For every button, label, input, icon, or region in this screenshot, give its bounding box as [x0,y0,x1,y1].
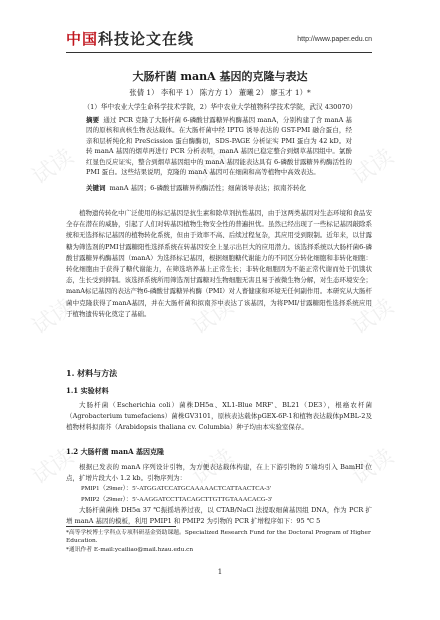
site-logo[interactable] [66,28,194,49]
page-header [66,26,372,52]
keywords-label: 关键词 [86,184,106,192]
watermark-text: 试读 [27,444,79,491]
section-heading-materials-methods: 1. 材料与方法 [66,368,118,378]
logo-dark-text: 科技论文在线 [98,30,195,48]
header-divider [66,52,372,53]
materials-section [66,400,372,434]
abstract-block [86,115,352,177]
subsection-heading-cloning: 1.2 大肠杆菌 manA 基因克隆 [66,447,164,456]
affiliation: （1）华中农业大学生命科学技术学院，2）华中农业大学植物科学技术学院，武汉 430070） [83,103,357,111]
intro-paragraph: 植物遗传转化中广泛使用的标记基因是抗生素和除草剂抗性基因，由于这两类基因对生态环境和食品安全存在潜在的威胁，引起了人们对转基因植物生物安全性的普遍担忧。虽然已经出现了一些标记基因敲除系统和无选择标记基因的植物转化系统，但由于效率不高、后续过程复杂，其应用受到限制。近年来，以甘露糖为筛选剂的PMI甘露糖阳性选择系统在转基因安全上显示出巨大的应用潜力。该选择系统以大肠杆菌6-磷酸甘露糖异构酶基因（manA）为选择标记基因，根据细胞糖代谢能力的不同区分转化细胞和非转化细胞：转化细胞由于获得了糖代谢能力，在筛选培养基上正常生长；非转化细胞因为不能正常代谢而处于饥饿状态，生长受到抑制。该选择系统所用筛选剂甘露糖对生物细胞无害且易于被微生物分解，对生态环境安全；manA标记基因的表达产物6-磷酸甘露糖异构酶（PMI）对人畜健康和环境无任何副作用。本研究从大肠杆菌中克隆获得了manA基因，并在大肠杆菌和拟南芥中表达了该基因，为将PMI/甘露糖阳性选择系统应用于植物遗传转化奠定了基础。 [66,209,372,318]
watermark-text: 试读 [347,444,399,491]
site-url-link[interactable]: http://www.paper.edu.cn [297,36,372,43]
primer-pmip2: PMIP2（29mer）：5′-AAGGATCCTTACAGCTTGTTGTAAACACG-3′ [81,496,273,503]
watermark-text: 试读 [347,144,399,191]
watermark-text: 试读 [187,444,239,491]
pcr-paragraph: 大肠杆菌菌株 DH5α 37 ℃振摇培养过夜，以 CTAB/NaCl 法提取细菌基因组 DNA，作为 PCR 扩增 manA 基因的模板，利用 PMIP1 和 PMIP2 为引物的 PCR 扩增程序如下：95 ℃ 5 [66,506,372,526]
watermark-text: 试读 [347,294,399,341]
cloning-paragraph: 根据已发表的 manA 序列设计引物，为方便表达载体构建，在上下游引物的 5′端均引入 BamHI 位点，扩增片段大小 1.2 kb。引物序列为： [66,463,372,483]
pcr-section [66,505,372,527]
keywords-block [86,183,352,193]
footnote-funding: *高等学校博士学科点专项科研基金资助课题。Specialized Research Fund for the Doctoral Program of Higher Education. [66,530,371,545]
watermark-text: 试读 [27,144,79,191]
footnote-divider [66,526,176,527]
watermark-text: 试读 [187,144,239,191]
introduction [66,208,372,320]
watermark-text: 试读 [27,294,79,341]
abstract-label: 摘要 [86,116,100,124]
keywords-text: manA 基因；6-磷酸甘露糖异构酶活性；细菌诱导表达；拟南芥转化 [109,184,306,192]
paper-title: 大肠杆菌 manA 基因的克隆与表达 [132,70,308,83]
watermark-text: 试读 [187,294,239,341]
materials-paragraph: 大肠杆菌（Escherichia coli）菌株DH5α、XL1-Blue MRF'、BL21（DE3），根癌农杆菌（Agrobacterium tumefaciens）菌株GV3101，原核表达载体pGEX-6P-1和植物表达载体pMBL-2及植物材料拟南芥（Arabidopsis thaliana cv. Columbia）种子均由本实验室保存。 [66,401,372,432]
cloning-section [66,462,372,484]
logo-red-text: 中国 [66,30,99,48]
footnotes [66,529,372,554]
author-list: 张倩 1） 李和平 1） 陈方方 1） 董曦 2） 廖玉才 1）* [129,88,311,97]
footnote-email: *通讯作者 E-mail:ycailiao@mail.hzau.edu.cn [66,546,194,553]
abstract-text: 通过 PCR 克隆了大肠杆菌 6-磷酸甘露糖异构酶基因 manA，分别构建了含 manA 基因的原核和真核生物表达载体。在大肠杆菌中经 IPTG 诱导表达的 GST-PMI 融合蛋白，经亲和层析纯化和 PreScission 蛋白酶酶切，SDS-PAGE 分析证实 PMI 蛋白为 42 kD。对转 manA 基因的烟草再进行 PCR 分析表明，manA 基因已稳定整合到烟草基因组中。氯酚红显色反应证实，整合到烟草基因组中的 manA 基因能表达具有 6-磷酸甘露糖异构酶活性的 PMI 蛋白。这些结果说明，克隆的 manA 基因可在细菌和高等植物中高效表达。 [86,116,353,177]
primer-pmip1: PMIP1（29mer）：5′-ATGGATCCATGCAAAAACTCATTAACTCA-3′ [81,485,272,492]
page-number: 1 [217,568,223,576]
subsection-heading-materials: 1.1 实验材料 [66,386,109,395]
